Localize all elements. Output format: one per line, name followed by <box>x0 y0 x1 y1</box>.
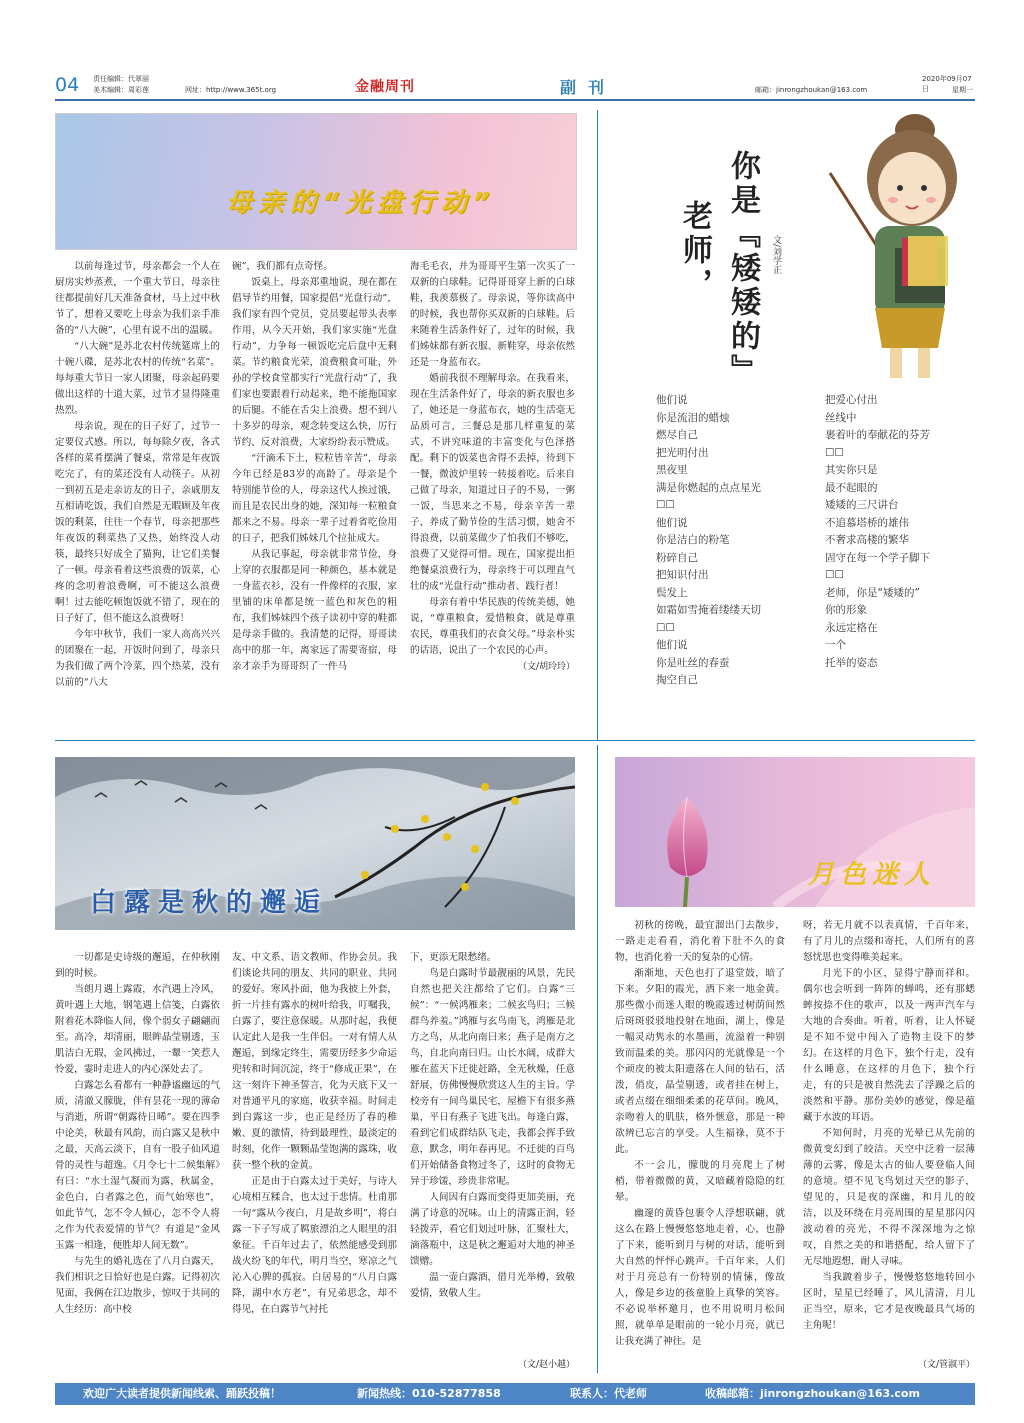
poem-author: 文/刘学正 <box>771 235 781 275</box>
article2-author: （文/赵小越） <box>517 1360 575 1370</box>
article3-author: （文/管淑平） <box>917 1360 975 1370</box>
paragraph: 人间因有白露而变得更加美丽，充满了诗意的况味。山上的清露正润，轻轻拨弄，看它们划过叶脉，汇聚杜大，滴落瓶中，这是秋之邂逅对大地的神圣馈赠。 <box>410 1192 575 1267</box>
poem-line: 其实你只是 <box>825 464 878 476</box>
poem-line: 你是洁白的粉笔 <box>656 534 730 546</box>
poem-line: 掏空自己 <box>656 674 698 686</box>
article3-col2 <box>803 918 975 1334</box>
article1-col3 <box>410 259 575 675</box>
article2-title: 白露是秋的邂逅 <box>90 888 329 918</box>
poem-line: 他们说 <box>656 639 688 651</box>
article1-title: 母亲的“光盘行动” <box>226 188 496 218</box>
paragraph: 当我踱着步子，慢慢悠悠地转回小区时，星星已经睡了，风儿清清，月儿正当空，原来，它才是夜晚最具气场的主角呢！ <box>803 1272 975 1331</box>
article2-col3 <box>410 950 575 1302</box>
paragraph: 碗”，我们都有点奇怪。 <box>232 261 333 272</box>
footer-hotline: 新闻热线：010-52877858 <box>357 1387 501 1400</box>
article3-title: 月色迷人 <box>808 860 937 890</box>
paragraph: 鸟是白露时节最靓丽的风景，先民自然也把关注都给了它们。白露“三候”：“一候鸿雁来；二候玄鸟归；三候群鸟养羞。”鸿雁与玄鸟南飞，鸿雁是北方之鸟，从北向南曰来；燕子是南方之鸟，自北向南曰归。山长水阔，成群大雁在蓝天下迁徙赶路，全无秋燥，任意舒展，仿佛慢慢欣赏这人生的主旨。学校旁有一间鸟巢民宅，屋檐下有很多燕巢，平日有燕子飞进飞出。每逢白露，看到它们成群结队飞走，我都会挥手致意，默念，明年春再见。不迁徙的百鸟们开始储备食物过冬了，这时的食物无异于珍馐，珍贵非常呢。 <box>410 968 575 1187</box>
paragraph: 以前每逢过节，母亲都会一个人在厨房实炒蒸煮，一个重大节日，母亲往往都提前好几天准备食材，马上过中秋节了，想着又要吃上母亲为我们亲手准备的“八大碗”，心里有说不出的温暖。 <box>55 261 220 336</box>
poem-line: 不追慕塔桥的雄伟 <box>825 516 909 529</box>
paragraph: 饭桌上，母亲郑重地说，现在都在倡导节约用餐，国家提倡“光盘行动”，我们家有四个党员，党员要起带头表率作用，从今天开始，我们家实施“光盘行动”，力争每一顿饭吃完后盘中无剩菜。节约粮食光荣，浪费粮食可耻，外孙的学校食堂都实行“光盘行动”了，我们家也要跟着行动起来，绝不能拖国家的后腿。不能在舌尖上浪费。想不到八十多岁的母亲，观念转变这么快，厉行节约、反对浪费，大家纷纷表示赞成。 <box>232 277 397 448</box>
website-link[interactable]: 网址：http://www.365t.org <box>185 86 277 94</box>
paragraph: 初秋的傍晚，最宜溜出门去散步，一路走走看看，消化着下肚不久的食物，也消化着一天的复杂的心情。 <box>615 920 785 963</box>
poem-line: 把爱心付出 <box>825 394 878 406</box>
paragraph: 白露怎么看都有一种静谧幽远的气质，清澈又朦胧，伴有昙花一现的薄命与消逝，所谓“朝露待日晞”。要在四季中论美，秋最有风韵，而白露又是秋中之最，天高云淡下，自有一股子仙风道骨的灵性与超逸。《月令七十二候集解》有曰：“水土湿气凝而为露，秋属金，金色白，白者露之色，而气始寒也”，如此节气，怎不令人倾心，怎不令人将之作为代表爱情的节气？有道是“金风玉露一相逢，便胜却人间无数”。 <box>55 1080 220 1251</box>
poem-line: 你是吐丝的春蚕 <box>656 656 730 669</box>
paragraph: 婚前我很不理解母亲。在我看来，现在生活条件好了，母亲的新衣服也多了，她还是一身蓝布衣，她的生活毫无品质可言，三餐总是那几样重复的菜式，不讲究味道的丰富变化与色泽搭配。剩下的饭菜也舍得不丢掉，待到下一餐，微波炉里转一转接着吃。后来自己做了母亲，知道过日子的不易，一粥一饭，当思来之不易，母亲辛苦一辈子，养成了勤节俭的生活习惯，她舍不得浪费，以前菜做少了怕我们不够吃，浪费了又觉得可惜。现在，国家提出拒绝餐桌浪费行为，母亲终于可以理直气壮的成“光盘行动”推动者、践行者！ <box>410 373 575 592</box>
poem-column-right <box>825 392 975 672</box>
paragraph: 母亲说，现在的日子好了，过节一定要仪式感。所以，每每除夕夜，各式各样的菜肴摆满了餐桌，常常是年夜饭吃完了，有的菜还没有人动筷子。从初一到初五是走亲访友的日子，亲戚朋友互相请吃饭，我们自然是无暇顾及年夜饭的剩菜，往往一个春节，母亲把那些年夜饭的剩菜热了又热，始终没人动筷，最终只好成全了猫狗，让它们美餐了一顿。母亲看着这些浪费的饭菜，心疼的念叨着浪费啊，可不能这么浪费啊！过去能吃顿饱饭就不错了，现在的日子好了，但不能这么浪费呀！ <box>55 421 220 624</box>
paragraph: 今年中秋节，我们一家人高高兴兴的团聚在一起，开饭时问到了，母亲只为我们做了两个冷菜，四个热菜，没有以前的“八大 <box>55 629 220 688</box>
paragraph: 温一壶白露酒，借月光举樽，致敬爱情，致敬人生。 <box>410 1272 575 1299</box>
poem-line: 老师，你是“矮矮的” <box>825 586 920 599</box>
poem-line: 不奢求高楼的繁华 <box>825 534 909 546</box>
poem-title-line2: 老师， <box>677 200 712 302</box>
art-editor-credit: 美术编辑：周彩莲 <box>93 86 149 94</box>
paragraph: 母亲有着中华民族的传统美德，她说，“尊重粮食，爱惜粮食，就是尊重农民，尊重我们的衣食父母。”母亲朴实的话语，说出了一个农民的心声。 <box>410 597 575 656</box>
issue-weekday: 星期一 <box>952 86 973 94</box>
newspaper-brand: 金融周刊 <box>355 79 415 95</box>
article1-col1 <box>55 259 220 691</box>
poem-line: ☐☐ <box>656 621 675 634</box>
poem-line: 满是你燃起的点点星光 <box>656 481 761 494</box>
section-title: 副刊 <box>560 78 617 97</box>
paragraph: 不一会儿，朦胧的月亮爬上了树梢，带着微微的黄，又暗藏着隐隐的红晕。 <box>615 1160 785 1203</box>
paragraph: 下，更添无限愁绪。 <box>410 952 497 963</box>
article1-author: （文/胡玲玲） <box>517 662 575 672</box>
section-separator <box>55 740 975 741</box>
paragraph: 友、中文系、语文教师、作协会员。我们谈论共同的朋友、共同的职业、共同的爱好。寒风扑面，他为我披上外套，折一片挂有露水的树叶给我，叮嘱我，白露了，要注意保暖。从那时起，我便认定此人是我一生伴侣。一对有情人从邂逅，到缘定终生，需要历经多少命运兜转和时间沉淀，终于“修成正果”，在这一刻许下神圣誓言，化为天底下又一对普通平凡的家庭，收获幸福。时间走到白露这一步，也正是经历了春的稚嫩、夏的激情，待到最理性、最淡定的时刻，化作一颗颗晶莹饱满的露珠，收获一整个秋的金黄。 <box>232 952 397 1171</box>
poem-line: 你是流泪的蜡烛 <box>656 411 730 424</box>
paragraph: “汗滴禾下土，粒粒皆辛苦”，母亲今年已经是83岁的高龄了。母亲是个特别能节俭的人，母亲这代人挨过饿，而且是农民出身的她，深知每一粒粮食都来之不易。母亲一辈子过着省吃俭用的日子，把我们姊妹几个拉扯成大。 <box>232 453 397 544</box>
page-header <box>55 72 975 98</box>
paragraph: 不知何时，月亮的光晕已从先前的微黄变幻到了皎洁。天空中泛着一层薄薄的云雾，像是太古的仙人要登临人间的意境。望不见飞鸟划过天空的影子，望见的，只是夜的深幽，和月儿的皎洁，以及环绕在月亮周围的星星那闪闪波动着的亮光，不得不深深地为之惊叹，自然之美的和谐搭配，给人留下了无尽地遐想，耐人寻味。 <box>803 1128 975 1267</box>
editor-credit: 责任编辑：代翠丽 <box>93 75 149 83</box>
footer-bar <box>55 1383 975 1405</box>
poem-line: 丝线中 <box>825 411 857 424</box>
article1-banner <box>55 113 577 250</box>
poem-line: 矮矮的三尺讲台 <box>825 499 899 511</box>
poem-line: ☐☐ <box>825 446 844 459</box>
poem-title-line1: 你是『矮矮的』 <box>725 150 760 388</box>
poem-line: 固守在每一个学子脚下 <box>825 551 930 564</box>
header-rule <box>55 99 975 101</box>
paragraph: 与先生的婚礼选在了八月白露天，我们相识之日恰好也是白露。记得初次见面，我俩在江边散步，惊叹于共同的人生经历：高中校 <box>55 1256 220 1315</box>
poem-line: ☐☐ <box>656 499 675 511</box>
paragraph: 一切都是史诗级的邂逅，在仲秋刚到的时候。 <box>55 952 220 979</box>
poem-line: 鬓发上 <box>656 586 688 599</box>
footer-email[interactable]: 收稿邮箱：jinrongzhoukan@163.com <box>705 1387 920 1400</box>
poem-line: 把知识付出 <box>656 569 709 581</box>
poem-line: 他们说 <box>656 516 688 529</box>
article2-col1 <box>55 950 220 1318</box>
poem-line: 永远定格在 <box>825 621 878 634</box>
paragraph: 正是由于白露太过于美好，与诗人心境相互糅合，也太过于悲情。杜甫那一句“露从今夜白，月是故乡明”，将白露一下子写成了羁旅漂泊之人眼里的泪象征。千百年过去了，依然能感受到那战火纷飞的年代，明月当空，寒凉之气沁入心脾的孤寂。白居易的“八月白露降，湖中水方老”，有兄弟思念，却不得见，在白露节气衬托 <box>232 1176 397 1315</box>
poem-line: 你的形象 <box>825 604 867 616</box>
paragraph: 当朗月遇上露霞，水汽遇上冷风，黄叶遇上大地，钢笔遇上信笺，白露依附着花木降临人间，像个弱女子翩翩而至。高冷，却清丽，眼眸晶莹剔透，玉肌洁白无瑕，金风拂过，一颦一笑惹人怜爱，霎时走进人的内心深处去了。 <box>55 984 220 1075</box>
poem-line: 黑夜里 <box>656 464 688 476</box>
footer-slogan: 欢迎广大读者提供新闻线索、踊跃投稿！ <box>83 1387 281 1400</box>
page-number: 04 <box>55 74 80 96</box>
column-separator <box>597 110 598 740</box>
poem-line: 把光明付出 <box>656 446 709 459</box>
footer-contact: 联系人：代老师 <box>570 1387 647 1400</box>
poem-line: 如霜如雪掩着缕缕天切 <box>656 604 761 616</box>
paragraph: 月光下的小区，显得宁静而祥和。偶尔也会听到一阵阵的蝉鸣，还有那蟋蟀按捺不住的歌声，以及一两声汽车与大地的合奏曲。听着，听着，让人怀疑是不知不觉中闯入了造物主设下的梦幻。在这样的月色下，独个行走，没有什么睡意，在这样的月色下，独个行走，有的只是被自然洗去了浮躁之后的淡然和平静。那份美妙的感觉，像是蕴藏于水波的耳语。 <box>803 968 975 1123</box>
article2-col2 <box>232 950 397 1318</box>
article3-col1 <box>615 918 785 1350</box>
poem-line: 一个 <box>825 639 846 651</box>
poem-line: 粉碎自己 <box>656 551 698 564</box>
column-separator <box>597 745 598 1373</box>
poem-line: 最不起眼的 <box>825 481 878 494</box>
poem-line: ☐☐ <box>825 569 844 581</box>
paragraph: 海毛毛衣，并为哥哥平生第一次买了一双新的白球鞋。记得哥哥穿上新的白球鞋，我羡慕极了。母亲说，等你读高中的时候，我也帮你买双新的白球鞋。后来随着生活条件好了，过年的时候，我们姊妹都有新衣服、新鞋穿，母亲依然还是一身蓝布衣。 <box>410 261 575 368</box>
paragraph: 渐渐地，天色也打了退堂鼓，暗了下来。夕阳的霞光，洒下来一地金黄。那些微小而迷人眼的晚霞透过树荫间然后斑斑驳驳地投射在地面，湖上，像是一幅灵动隽永的水墨画，流溢着一种别致而温柔的美。那闪闪的光就像是一个个顽皮的被太阳遗落在人间的钻石，活泼，俏皮，晶莹剔透，或者挂在树上，或者点缀在细细柔柔的花草间。晚风，亲吻着人的肌肤，格外惬意，那是一种欲辨已忘言的享受。人生福祿，莫不于此。 <box>615 968 785 1155</box>
paragraph: “八大碗”是苏北农村传统筵席上的十碗八碟，是苏北农村的传统“名菜”。每每重大节日一家人团聚，母亲起码要做出这样的十道大菜，过节才显得隆重热烈。 <box>55 341 220 416</box>
header-email[interactable]: 邮箱：jinrongzhoukan@163.com <box>755 86 868 94</box>
paragraph: 幽邃的黄昏包裹令人浮想联翩，就这么在路上慢慢悠悠地走着，心，也静了下来，能听到月与树的对话，能听到大自然的怦怦心跳声。千百年来，人们对于月亮总有一份特别的情愫，像故人，像是乡边的孩童脸上真挚的笑容。不必说举杯邀月，也不用说明月松间照，就单单是眼前的一轮小月亮，就已让我充满了神往。是 <box>615 1208 785 1347</box>
paragraph: 呀，若无月就不以表真情，千百年来，有了月儿的点缀和寄托，人们所有的喜怒忧思也变得唯美起来。 <box>803 920 975 963</box>
poem-line: 他们说 <box>656 394 688 406</box>
issue-date: 2020年09月07日 <box>922 75 972 93</box>
poem-line: 裹着叶的奉献花的芬芳 <box>825 429 930 441</box>
teacher-illustration <box>820 108 970 388</box>
poem-line: 托举的姿态 <box>825 656 878 669</box>
paragraph: 从我记事起，母亲就非常节俭，身上穿的衣服都是同一种颜色，基本就是一身蓝衣衫，没有一件像样的衣服，家里铺的床单都是统一蓝色和灰色的粗布，我们姊妹四个孩子读初中穿的鞋都是母亲手做的。我清楚的记得，哥哥读高中的那一年，离家远了需要寄宿，母亲才亲手为哥哥织了一件马 <box>232 549 397 672</box>
article1-col2 <box>232 259 397 675</box>
poem-column-left <box>656 392 816 690</box>
poem-line: 燃尽自己 <box>656 429 698 441</box>
